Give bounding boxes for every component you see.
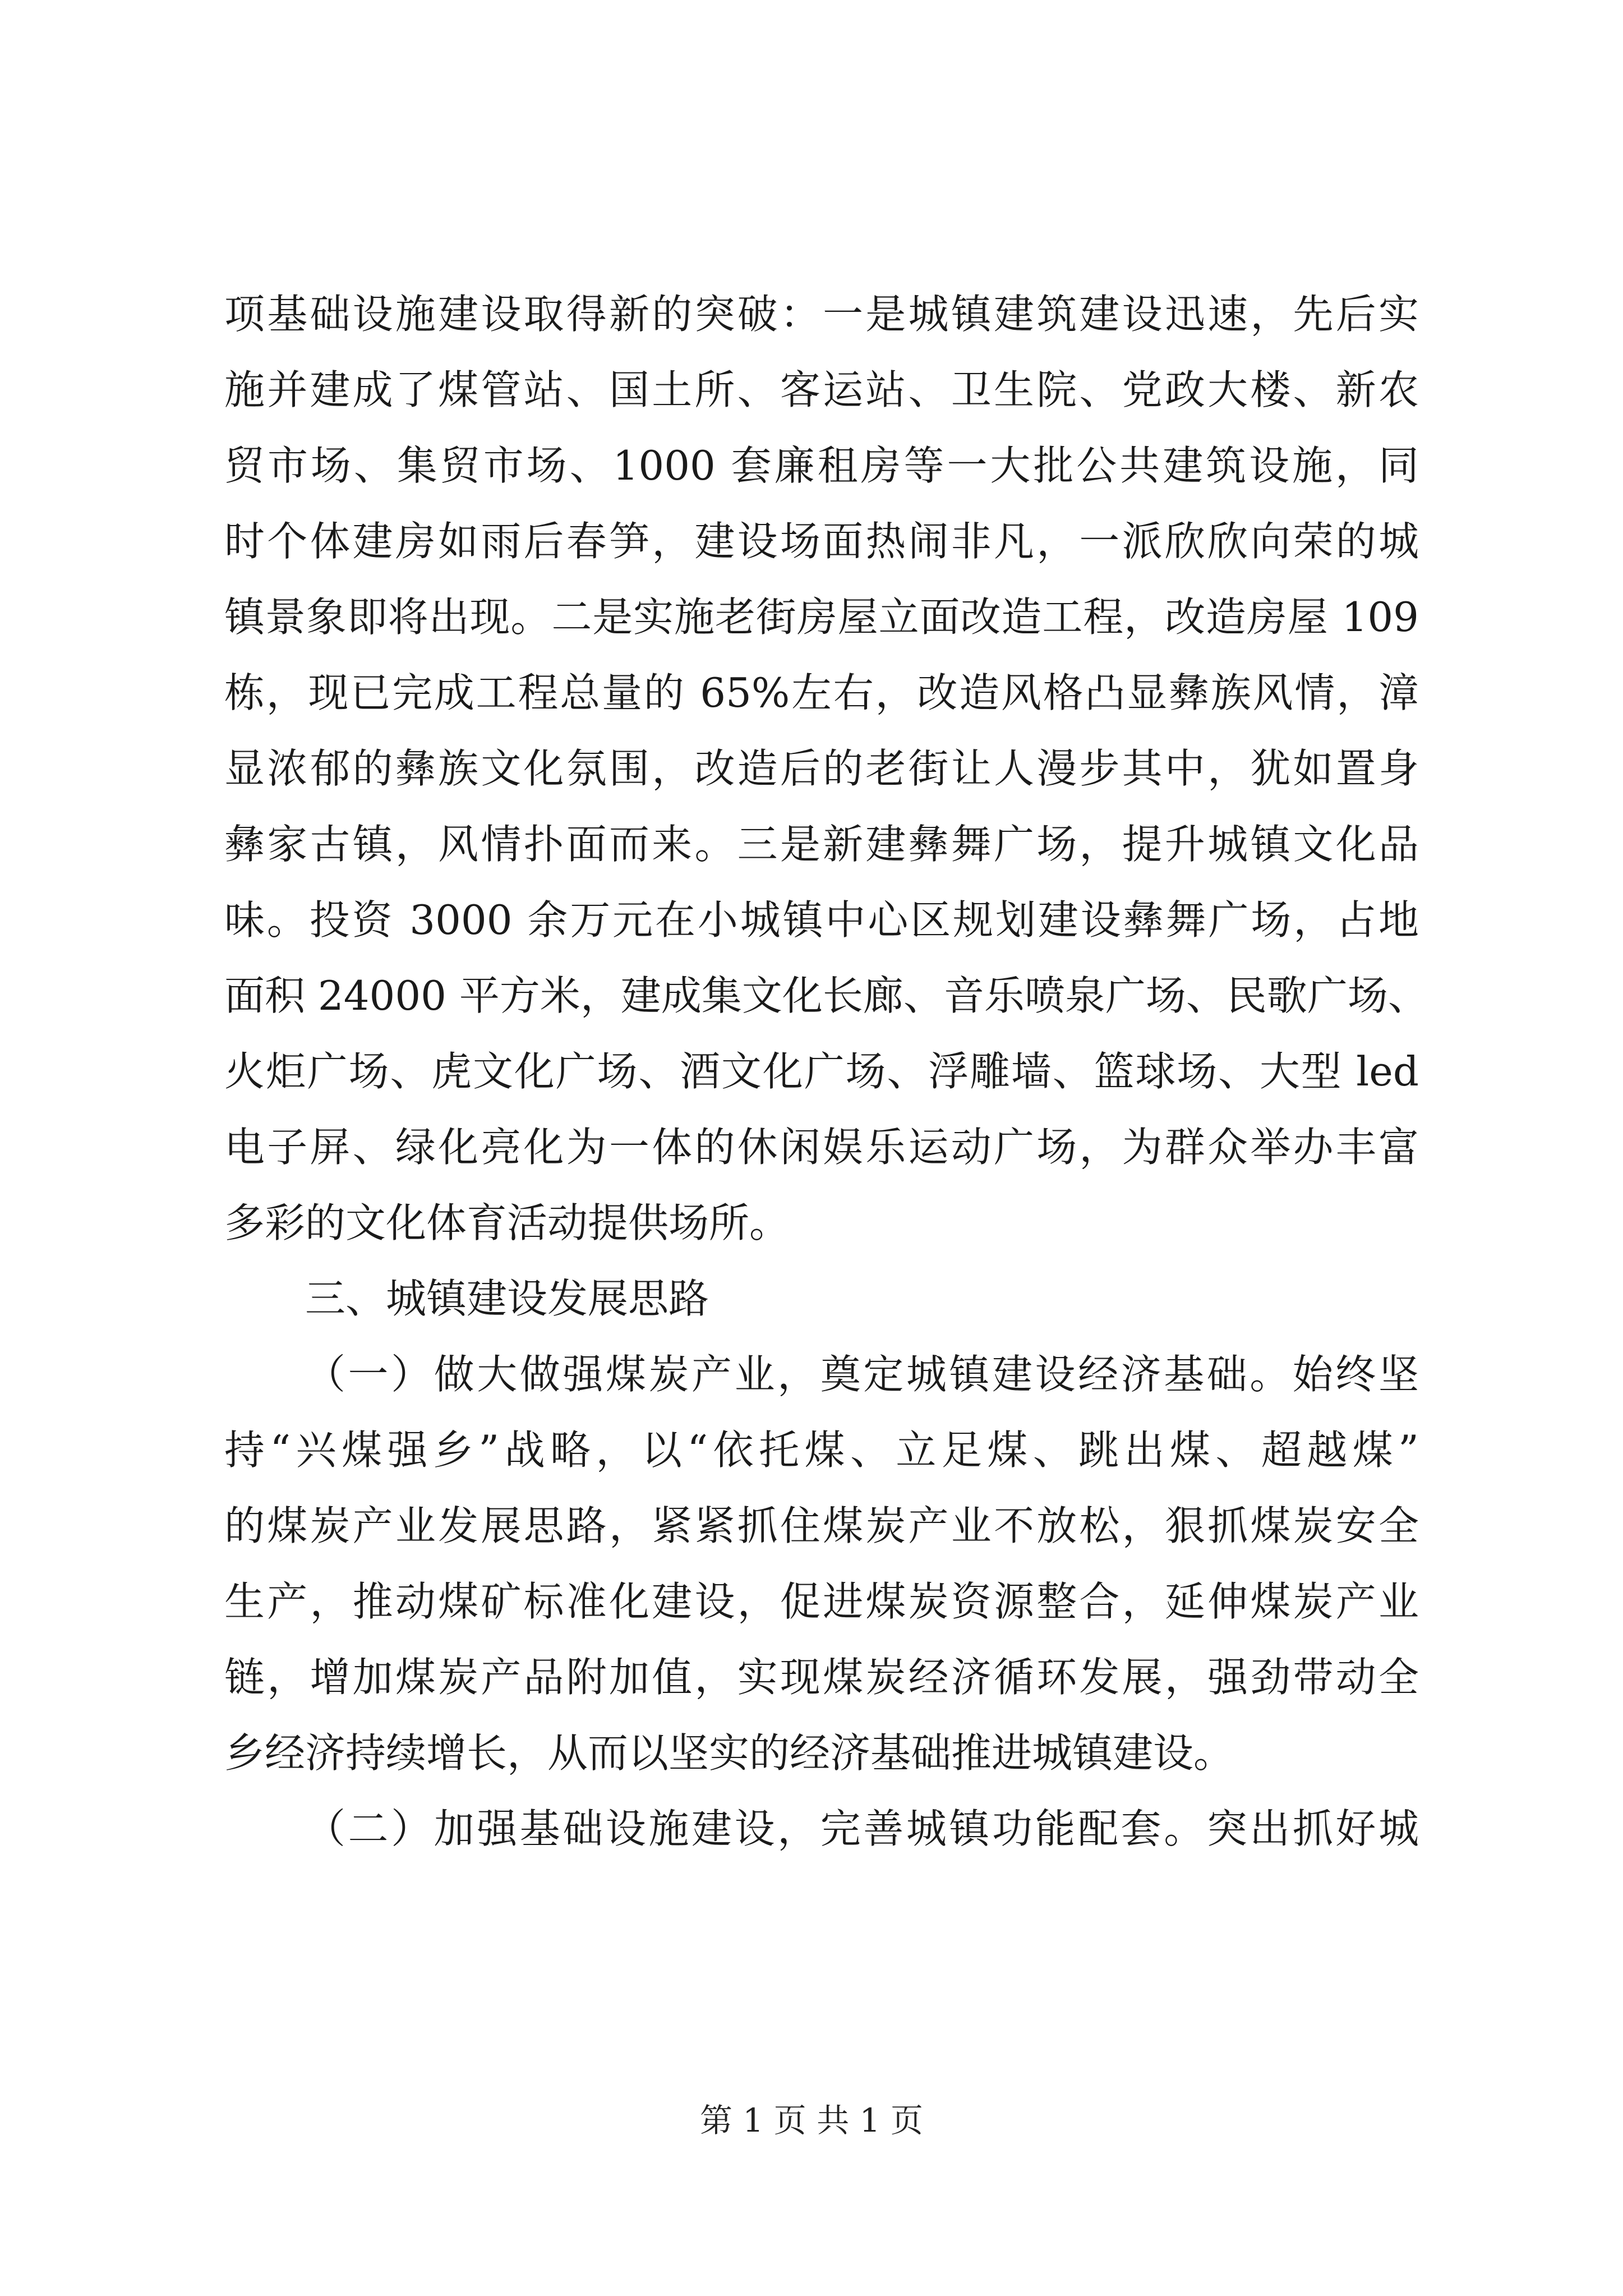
body-line: 面积 24000 平方米，建成集文化长廊、音乐喷泉广场、民歌广场、 — [224, 972, 1428, 1019]
body-line: 贸市场、集贸市场、1000 套廉租房等一大批公共建筑设施，同 — [224, 442, 1419, 489]
section-heading: 三、城镇建设发展思路 — [305, 1275, 709, 1322]
body-line: 镇景象即将出现。二是实施老街房屋立面改造工程，改造房屋 109 — [224, 593, 1419, 641]
body-line: 乡经济持续增长，从而以坚实的经济基础推进城镇建设。 — [224, 1729, 1234, 1777]
body-line: 火炬广场、虎文化广场、酒文化广场、浮雕墙、篮球场、大型 led — [224, 1048, 1419, 1095]
body-line: 电子屏、绿化亮化为一体的休闲娱乐运动广场，为群众举办丰富 — [224, 1124, 1419, 1171]
body-line: 彝家古镇，风情扑面而来。三是新建彝舞广场，提升城镇文化品 — [224, 821, 1419, 868]
body-line: 时个体建房如雨后春笋，建设场面热闹非凡，一派欣欣向荣的城 — [224, 518, 1419, 565]
page-footer: 第 1 页 共 1 页 — [700, 2101, 923, 2139]
body-line: 多彩的文化体育活动提供场所。 — [224, 1199, 790, 1246]
paragraph-first-line: （一）做大做强煤炭产业，奠定城镇建设经济基础。始终坚 — [305, 1351, 1419, 1398]
body-line: 施并建成了煤管站、国土所、客运站、卫生院、党政大楼、新农 — [224, 366, 1419, 413]
body-line: 生产，推动煤矿标准化建设，促进煤炭资源整合，延伸煤炭产业 — [224, 1578, 1419, 1625]
body-line: 链，增加煤炭产品附加值，实现煤炭经济循环发展，强劲带动全 — [224, 1654, 1419, 1701]
body-line: 显浓郁的彝族文化氛围，改造后的老街让人漫步其中，犹如置身 — [224, 745, 1419, 792]
paragraph-first-line: （二）加强基础设施建设，完善城镇功能配套。突出抓好城 — [305, 1805, 1419, 1852]
body-line: 的煤炭产业发展思路，紧紧抓住煤炭产业不放松，狠抓煤炭安全 — [224, 1502, 1419, 1549]
body-line: 味。投资 3000 余万元在小城镇中心区规划建设彝舞广场，占地 — [224, 896, 1419, 944]
body-line: 持“兴煤强乡”战略，以“依托煤、立足煤、跳出煤、超越煤” — [224, 1427, 1419, 1474]
body-line: 项基础设施建设取得新的突破：一是城镇建筑建设迅速，先后实 — [224, 291, 1419, 338]
body-line: 栋，现已完成工程总量的 65%左右，改造风格凸显彝族风情，漳 — [224, 669, 1419, 716]
